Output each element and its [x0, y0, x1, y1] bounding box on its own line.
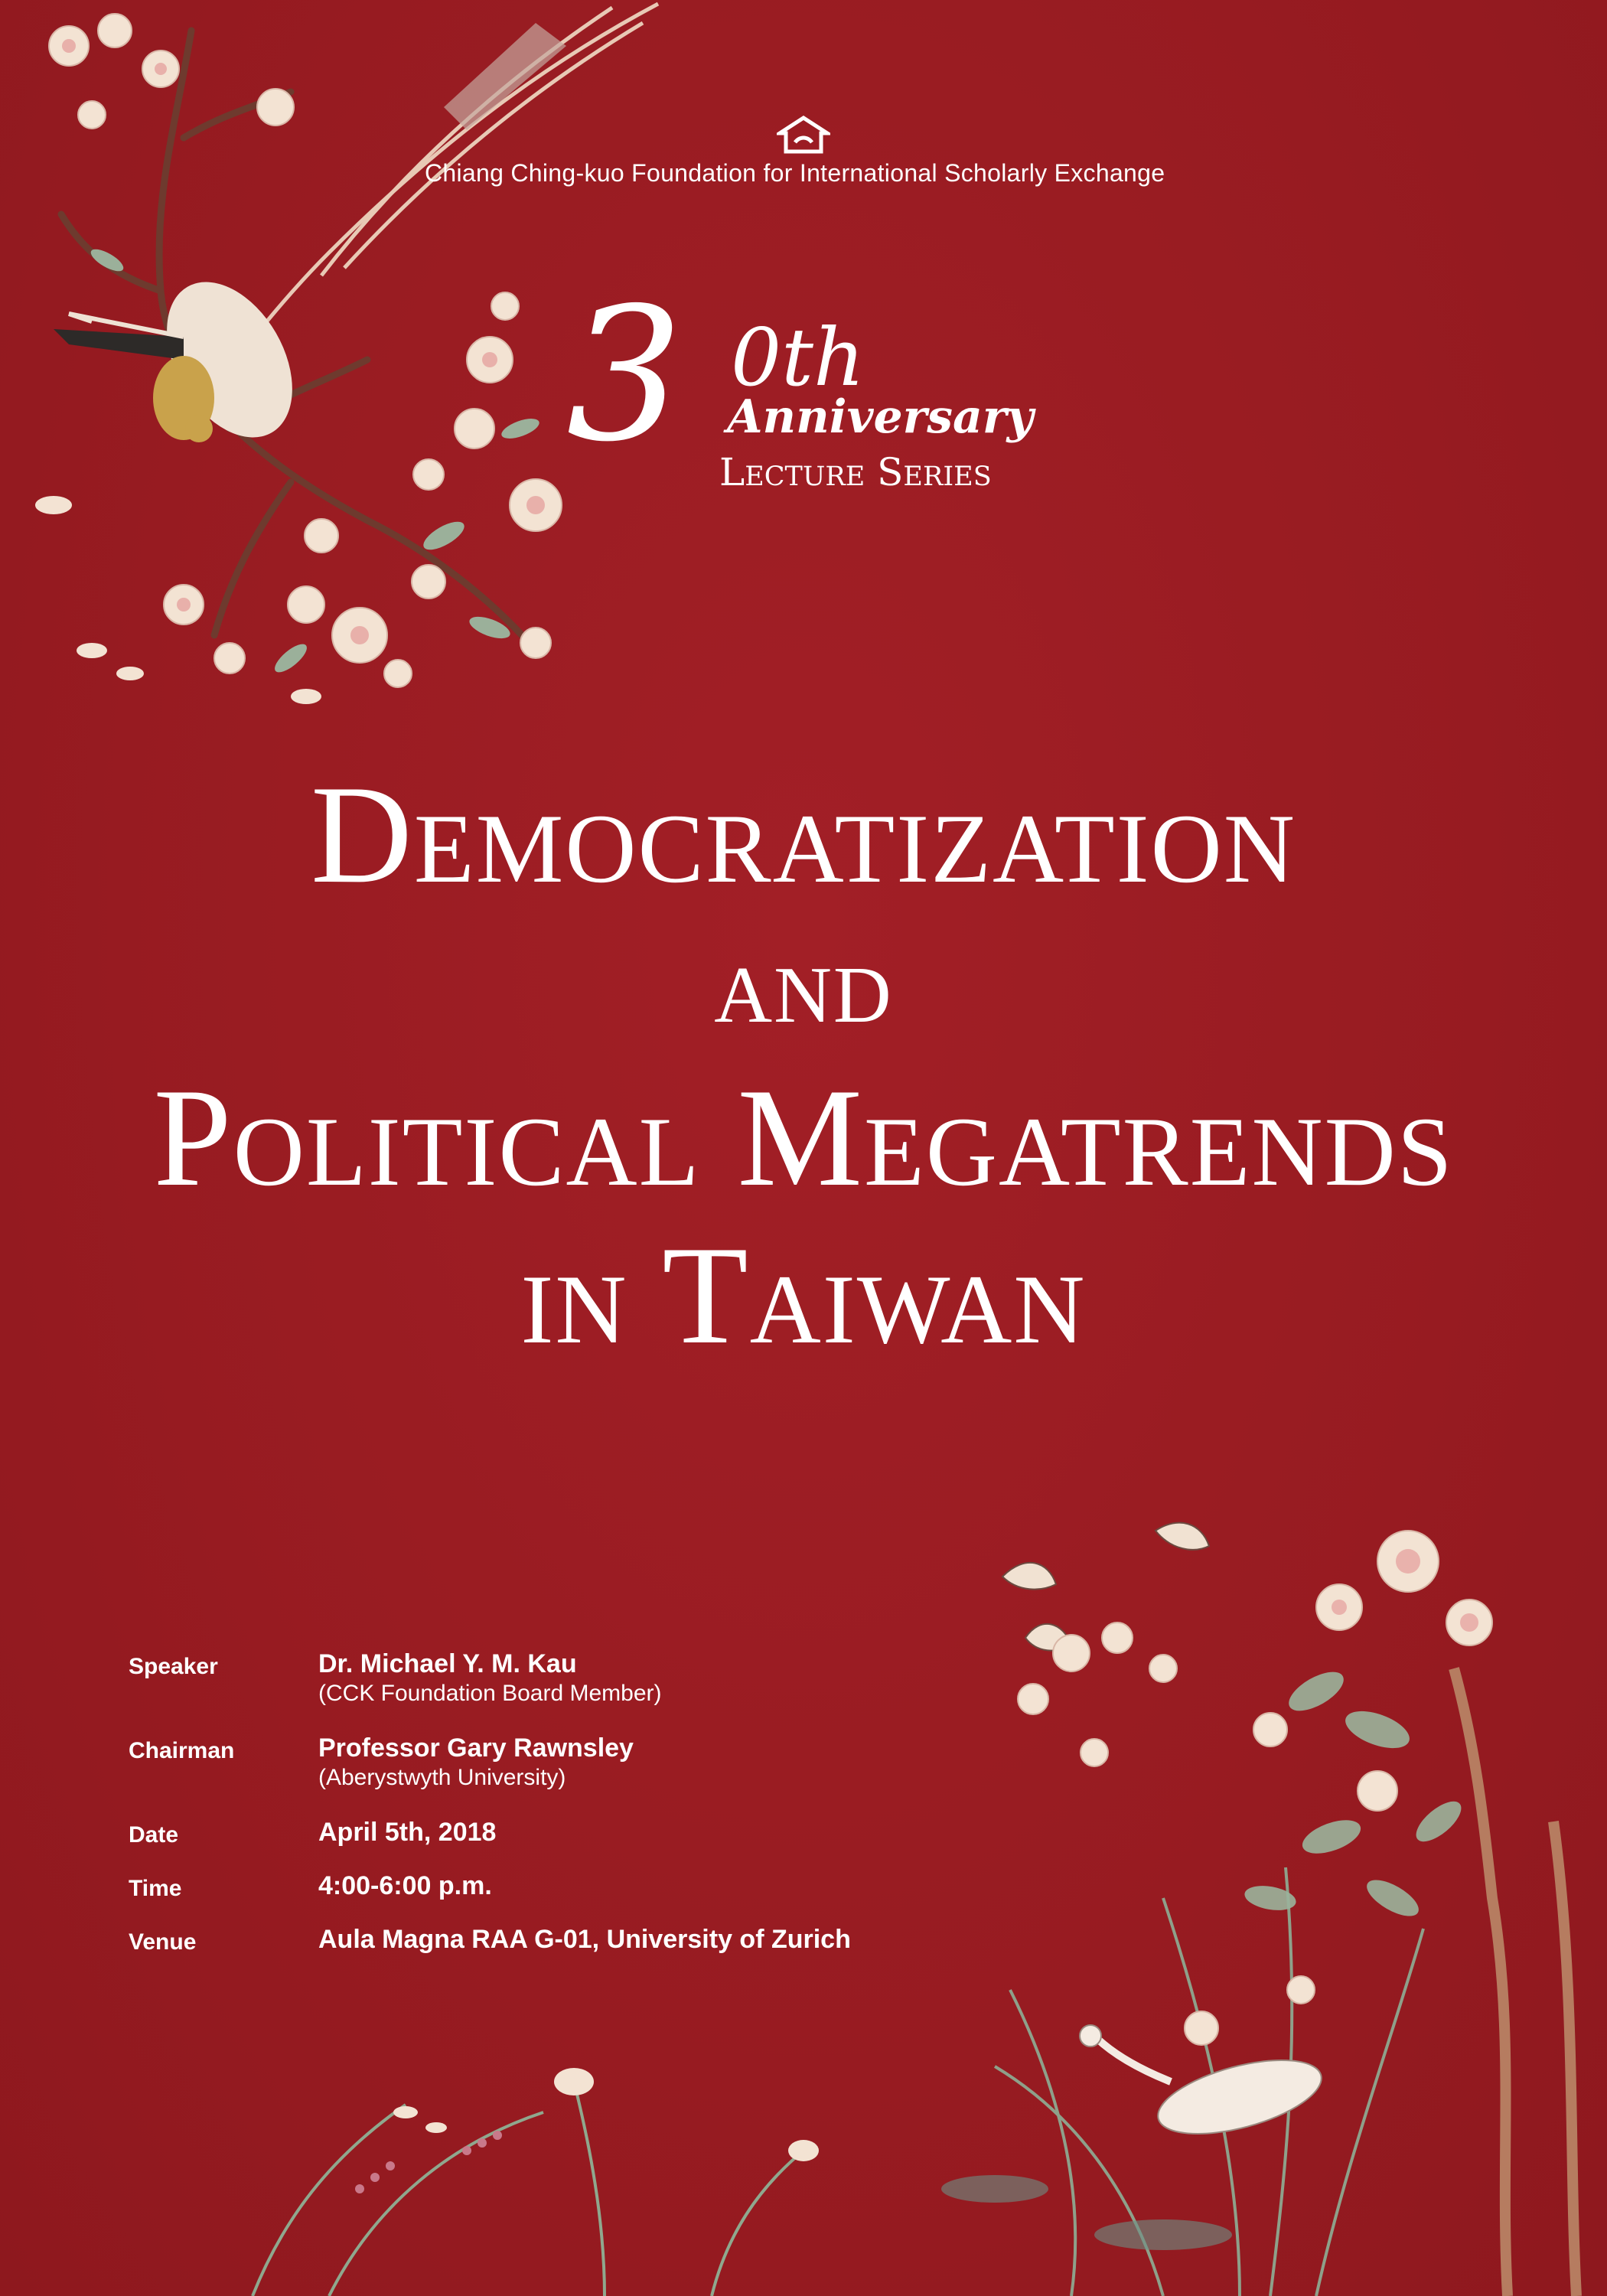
title-line-2: and — [714, 920, 893, 1047]
garden-embroidery — [842, 1500, 1607, 2296]
chairman-name: Professor Gary Rawnsley — [318, 1733, 634, 1763]
title-line-1: Democratization — [311, 756, 1296, 912]
chairman-row — [129, 1733, 851, 1818]
venue-value: Aula Magna RAA G-01, University of Zurich — [318, 1925, 851, 1954]
speaker-affiliation: (CCK Foundation Board Member) — [318, 1681, 662, 1706]
title-line-3: Political Megatrends — [153, 1059, 1454, 1215]
lecture-title — [0, 758, 1607, 1371]
anniversary-lockup — [566, 268, 1148, 520]
event-details — [129, 1649, 851, 1978]
anniversary-numeral: 3 — [566, 268, 683, 482]
date-label: Date — [129, 1822, 179, 1848]
date-value: April 5th, 2018 — [318, 1818, 497, 1847]
anniversary-word: Anniversary — [727, 390, 1034, 444]
lily-embroidery — [176, 2020, 865, 2296]
foundation-logo-icon — [777, 115, 830, 155]
foundation-name: Chiang Ching-kuo Foundation for International Scholarly Exchange — [425, 159, 1165, 187]
speaker-row — [129, 1649, 851, 1733]
speaker-label: Speaker — [129, 1654, 218, 1679]
anniversary-ordinal: 0th — [731, 311, 865, 404]
speaker-name: Dr. Michael Y. M. Kau — [318, 1649, 577, 1678]
venue-row — [129, 1925, 851, 1978]
venue-label: Venue — [129, 1929, 197, 1955]
time-label: Time — [129, 1876, 182, 1901]
time-row — [129, 1871, 851, 1925]
chairman-label: Chairman — [129, 1738, 235, 1763]
title-line-4: in Taiwan — [520, 1217, 1087, 1373]
time-value: 4:00-6:00 p.m. — [318, 1871, 492, 1900]
lecture-series-label: Lecture Series — [719, 450, 992, 494]
date-row — [129, 1818, 851, 1871]
chairman-affiliation: (Aberystwyth University) — [318, 1765, 566, 1790]
